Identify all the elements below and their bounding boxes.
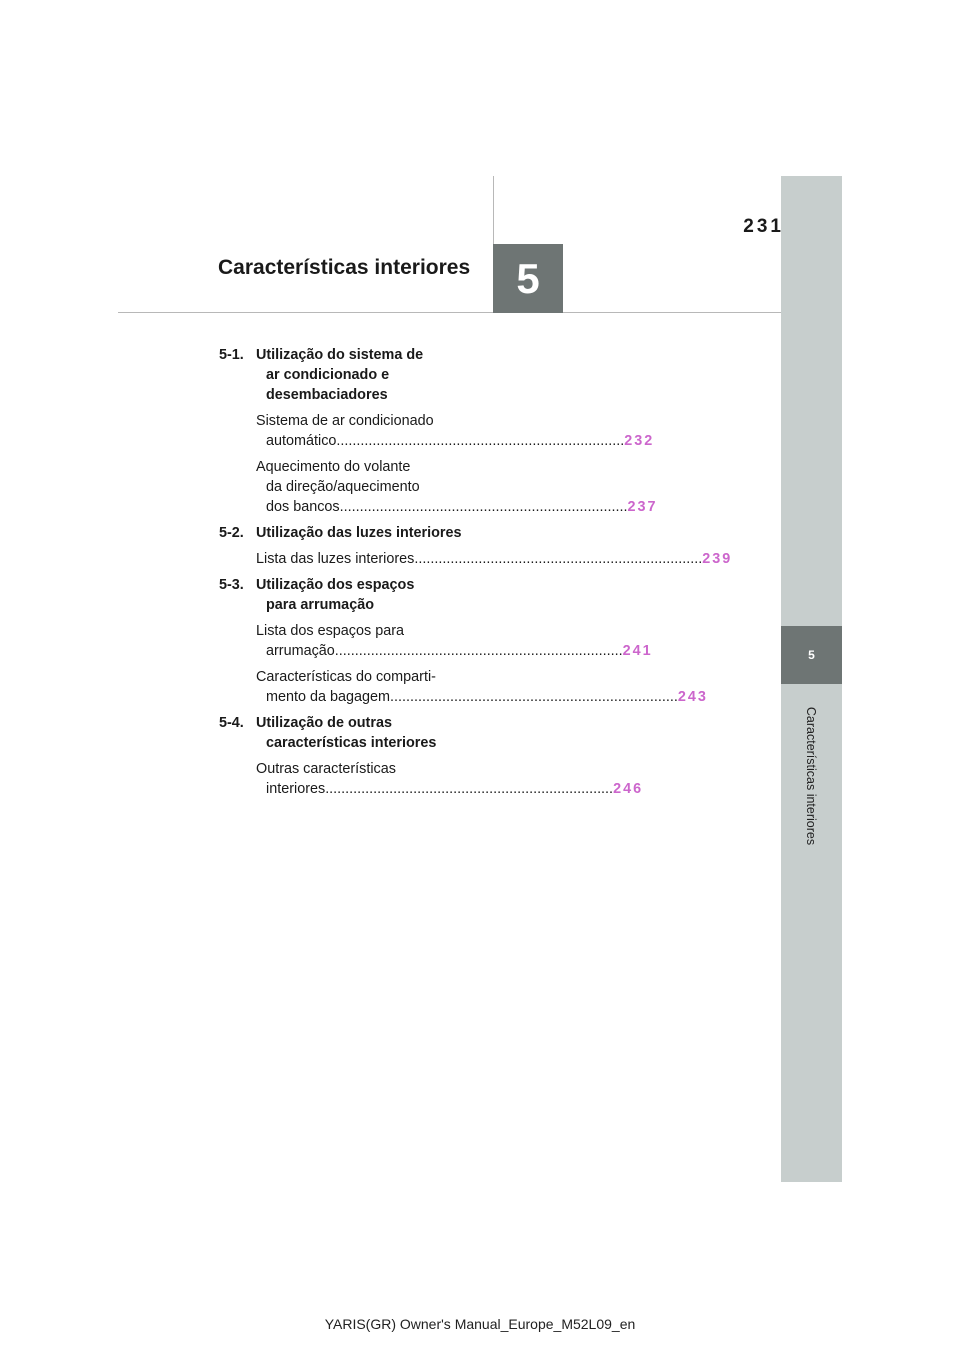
toc-entry[interactable] (256, 411, 655, 451)
leader-dots (390, 689, 678, 705)
entry-text-line: Lista dos espaços para (256, 623, 404, 639)
section-title-line: Utilização de outras (256, 715, 392, 731)
leader-dots (340, 499, 628, 515)
entry-text-line: automático (266, 433, 337, 449)
side-tab-chapter-number: 5 (781, 626, 842, 684)
toc-entry[interactable] (256, 549, 733, 569)
section-title-line: Utilização das luzes interiores (256, 525, 462, 541)
entry-text-line: Outras características (256, 761, 396, 777)
leader-dots (335, 643, 623, 659)
header-horizontal-rule (118, 312, 781, 313)
table-of-contents (219, 345, 733, 805)
toc-entry[interactable] (256, 667, 708, 707)
entry-text-line: interiores (266, 781, 326, 797)
page-link[interactable]: 243 (677, 689, 708, 705)
toc-section (219, 345, 658, 517)
leader-dots (336, 433, 624, 449)
toc-entry[interactable] (256, 759, 644, 799)
chapter-number-box: 5 (493, 244, 563, 313)
chapter-title: Características interiores (218, 256, 471, 279)
entry-text-line: mento da bagagem (266, 689, 391, 705)
section-number: 5-1. (219, 347, 244, 363)
side-tab-label: Características interiores (804, 706, 818, 846)
section-number: 5-3. (219, 577, 244, 593)
section-title-line: desembaciadores (266, 387, 388, 403)
page-link[interactable]: 246 (613, 781, 644, 797)
toc-entry[interactable] (256, 457, 658, 517)
page-link[interactable]: 241 (622, 643, 653, 659)
leader-dots (414, 551, 702, 567)
entry-text-line: Lista das luzes interiores (256, 551, 415, 567)
entry-text-line: da direção/aquecimento (266, 479, 420, 495)
toc-section (219, 575, 708, 707)
entry-text-line: Sistema de ar condicionado (256, 413, 434, 429)
page-link[interactable]: 232 (624, 433, 655, 449)
entry-text-line: Aquecimento do volante (256, 459, 411, 475)
header-vertical-rule (493, 176, 494, 246)
entry-text-line: arrumação (266, 643, 335, 659)
section-title-line: ar condicionado e (266, 367, 390, 383)
toc-section (219, 523, 733, 569)
toc-entry[interactable] (256, 621, 653, 661)
section-number: 5-2. (219, 525, 244, 541)
page-link[interactable]: 239 (702, 551, 733, 567)
section-title-line: Utilização dos espaços (256, 577, 415, 593)
leader-dots (325, 781, 613, 797)
section-title-line: para arrumação (266, 597, 374, 613)
entry-text-line: Características do comparti- (256, 669, 436, 685)
section-title-line: características interiores (266, 735, 437, 751)
footer-text: YARIS(GR) Owner's Manual_Europe_M52L09_en (324, 1316, 636, 1332)
page-link[interactable]: 237 (627, 499, 658, 515)
section-title-line: Utilização do sistema de (256, 347, 424, 363)
toc-section (219, 713, 644, 799)
entry-text-line: dos bancos (266, 499, 340, 515)
section-number: 5-4. (219, 715, 244, 731)
page-number: 231 (743, 216, 784, 237)
